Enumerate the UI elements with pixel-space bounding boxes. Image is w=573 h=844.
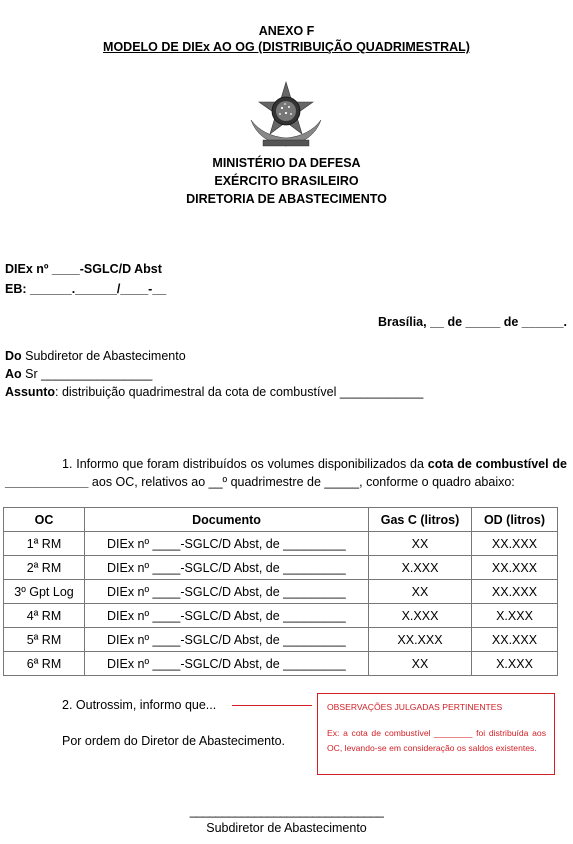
observation-title: OBSERVAÇÕES JULGADAS PERTINENTES (327, 702, 503, 712)
from-line (5, 349, 186, 363)
subject-value: : distribuição quadrimestral da cota de combustível ____________ (55, 385, 424, 399)
cell-oc: 1ª RM (4, 532, 85, 556)
cell-document: DIEx nº ____-SGLC/D Abst, de _________ (85, 532, 369, 556)
cell-od: X.XXX (472, 652, 558, 676)
coat-of-arms-emblem (245, 80, 327, 150)
cell-od: XX.XXX (472, 532, 558, 556)
col-header-gas: Gas C (litros) (369, 508, 472, 532)
from-value: Subdiretor de Abastecimento (21, 349, 186, 363)
cell-od: XX.XXX (472, 628, 558, 652)
cell-document: DIEx nº ____-SGLC/D Abst, de _________ (85, 556, 369, 580)
table-row (4, 556, 558, 580)
col-header-oc: OC (4, 508, 85, 532)
col-header-od: OD (litros) (472, 508, 558, 532)
paragraph-1-part1: 1. Informo que foram distribuídos os volumes disponibilizados da (62, 457, 428, 471)
observation-box (317, 693, 555, 775)
cell-oc: 2ª RM (4, 556, 85, 580)
cell-document: DIEx nº ____-SGLC/D Abst, de _________ (85, 604, 369, 628)
cell-gas: XX.XXX (369, 628, 472, 652)
diex-reference: DIEx nº ____-SGLC/D Abst (5, 262, 162, 276)
annex-title: ANEXO F (258, 24, 315, 38)
table-row (4, 628, 558, 652)
subject-label: Assunto (5, 385, 55, 399)
table-header-row (4, 508, 558, 532)
table-row (4, 604, 558, 628)
cell-gas: X.XXX (369, 604, 472, 628)
date-line: Brasília, __ de _____ de ______. (377, 315, 567, 329)
to-value: Sr ________________ (21, 367, 153, 381)
cell-oc: 3º Gpt Log (4, 580, 85, 604)
ministry-name: MINISTÉRIO DA DEFESA (212, 156, 361, 170)
paragraph-1-bold: cota de combustível de ____________ (5, 457, 567, 489)
observation-text: Ex: a cota de combustível ________ foi distribuída aos OC, levando-se em consideração os saldos existentes. (327, 728, 546, 753)
subject-line (5, 385, 423, 399)
cell-document: DIEx nº ____-SGLC/D Abst, de _________ (85, 580, 369, 604)
from-label: Do (5, 349, 22, 363)
signature-line: ______________________________ (189, 804, 384, 818)
cell-od: XX.XXX (472, 580, 558, 604)
cell-oc: 6ª RM (4, 652, 85, 676)
paragraph-1-part2: aos OC, relativos ao __º quadrimestre de _____, conforme o quadro abaixo: (88, 475, 515, 489)
annotation-connector-line (232, 705, 312, 706)
table-row (4, 580, 558, 604)
cell-document: DIEx nº ____-SGLC/D Abst, de _________ (85, 652, 369, 676)
cell-oc: 4ª RM (4, 604, 85, 628)
model-title: MODELO DE DIEx AO OG (DISTRIBUIÇÃO QUADRIMESTRAL) (103, 40, 470, 54)
directorate-name: DIRETORIA DE ABASTECIMENTO (186, 192, 387, 206)
to-line (5, 367, 152, 381)
army-name: EXÉRCITO BRASILEIRO (214, 174, 359, 188)
eb-reference: EB: ______.______/____-__ (5, 282, 167, 296)
paragraph-2: 2. Outrossim, informo que... (62, 698, 217, 712)
cell-gas: XX (369, 580, 472, 604)
by-order-line: Por ordem do Diretor de Abastecimento. (62, 734, 286, 748)
cell-gas: XX (369, 652, 472, 676)
cell-od: XX.XXX (472, 556, 558, 580)
cell-oc: 5ª RM (4, 628, 85, 652)
signature-title: Subdiretor de Abastecimento (206, 821, 367, 835)
paragraph-1 (5, 455, 567, 491)
cell-document: DIEx nº ____-SGLC/D Abst, de _________ (85, 628, 369, 652)
cell-gas: X.XXX (369, 556, 472, 580)
cell-gas: XX (369, 532, 472, 556)
table-row (4, 532, 558, 556)
distribution-table (3, 507, 558, 676)
col-header-document: Documento (85, 508, 369, 532)
cell-od: X.XXX (472, 604, 558, 628)
table-row (4, 652, 558, 676)
to-label: Ao (5, 367, 22, 381)
